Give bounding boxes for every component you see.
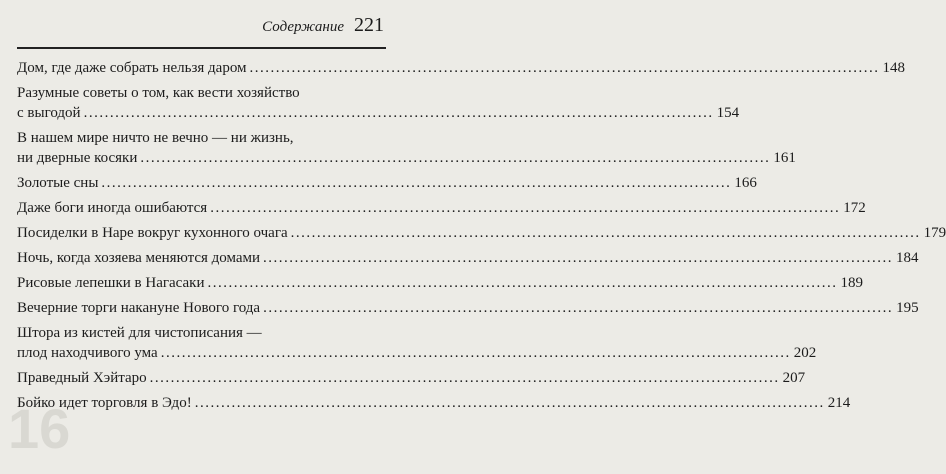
toc-entry-line: [17, 103, 740, 123]
toc-entry-page: 166: [734, 175, 757, 191]
toc-entry-line: [17, 273, 863, 293]
toc-entry-page: 172: [843, 200, 866, 216]
toc-entry-title: Дом, где даже собрать нельзя даром: [17, 60, 247, 76]
toc-entry-line: [17, 343, 817, 363]
dot-leader: ........................................................................................................................: [290, 225, 921, 241]
dot-leader: ........................................................................................................................: [83, 105, 714, 121]
toc-entry: [17, 298, 919, 318]
toc-entry: [17, 248, 919, 268]
toc-entry: [17, 198, 866, 218]
toc-entry-page: 154: [716, 105, 740, 121]
dot-leader: ........................................................................................................................: [194, 395, 825, 411]
dot-leader: ........................................................................................................................: [101, 175, 732, 191]
toc-entry-line: [17, 248, 919, 268]
toc-entry: [17, 173, 757, 193]
toc-entry-page: 189: [840, 275, 863, 291]
page-number: 221: [354, 14, 384, 36]
toc-entry-title: Вечерние торги накануне Нового года: [17, 300, 261, 316]
toc-entry-page: 207: [782, 370, 806, 386]
toc-entry: [17, 368, 806, 388]
toc-entry-line: [17, 298, 919, 318]
toc-entry-title: плод находчивого ума: [17, 345, 158, 361]
toc-entry-title: Даже боги иногда ошибаются: [17, 200, 208, 216]
toc-entry-page: 148: [882, 60, 906, 76]
toc-entry-title: Посиделки в Наре вокруг кухонного очага: [17, 225, 288, 241]
toc-entry-title: Ночь, когда хозяева меняются домами: [17, 250, 261, 266]
toc-entry-line: [17, 198, 866, 218]
toc-entry-page: 161: [773, 150, 796, 166]
toc-entry-page: 184: [896, 250, 919, 266]
toc-entry-line: [17, 223, 946, 243]
toc-entry-title: Праведный Хэйтаро: [17, 370, 147, 386]
table-of-contents: [17, 53, 946, 413]
dot-leader: ........................................................................................................................: [210, 200, 841, 216]
toc-entry-line: [17, 148, 796, 168]
toc-entry-page: 179: [923, 225, 946, 241]
dot-leader: ........................................................................................................................: [140, 150, 771, 166]
header-rule: [17, 47, 386, 49]
toc-entry-line: [17, 83, 386, 103]
toc-entry-line: [17, 173, 757, 193]
toc-entry-page: 214: [827, 395, 851, 411]
toc-entry-page: 195: [896, 300, 919, 316]
running-header: [262, 14, 384, 37]
toc-entry: [17, 128, 796, 168]
toc-entry: [17, 273, 863, 293]
toc-entry-title: Золотые сны: [17, 175, 99, 191]
toc-entry-title: Штора из кистей для чистописания —: [17, 325, 262, 341]
toc-entry: [17, 223, 946, 243]
toc-entry-line: [17, 323, 386, 343]
dot-leader: ........................................................................................................................: [149, 370, 780, 386]
toc-entry-line: [17, 58, 906, 78]
section-title: Содержание: [262, 19, 344, 35]
dot-leader: ........................................................................................................................: [207, 275, 838, 291]
dot-leader: ........................................................................................................................: [263, 250, 894, 266]
toc-entry-title: ни дверные косяки: [17, 150, 138, 166]
dot-leader: ........................................................................................................................: [160, 345, 791, 361]
toc-entry-line: [17, 128, 386, 148]
bleed-through-mark: 16: [8, 397, 71, 460]
toc-entry-title: Разумные советы о том, как вести хозяйство: [17, 85, 300, 101]
toc-entry-title: В нашем мире ничто не вечно — ни жизнь,: [17, 130, 294, 146]
toc-entry: [17, 83, 740, 123]
toc-entry-title: Бойко идет торговля в Эдо!: [17, 395, 192, 411]
toc-entry-line: [17, 393, 851, 413]
toc-entry: [17, 58, 906, 78]
dot-leader: ........................................................................................................................: [263, 300, 894, 316]
toc-entry-line: [17, 368, 806, 388]
toc-entry-title: с выгодой: [17, 105, 81, 121]
dot-leader: ........................................................................................................................: [249, 60, 880, 76]
toc-entry-page: 202: [793, 345, 817, 361]
toc-entry: [17, 393, 851, 413]
toc-entry: [17, 323, 817, 363]
toc-entry-title: Рисовые лепешки в Нагасаки: [17, 275, 205, 291]
